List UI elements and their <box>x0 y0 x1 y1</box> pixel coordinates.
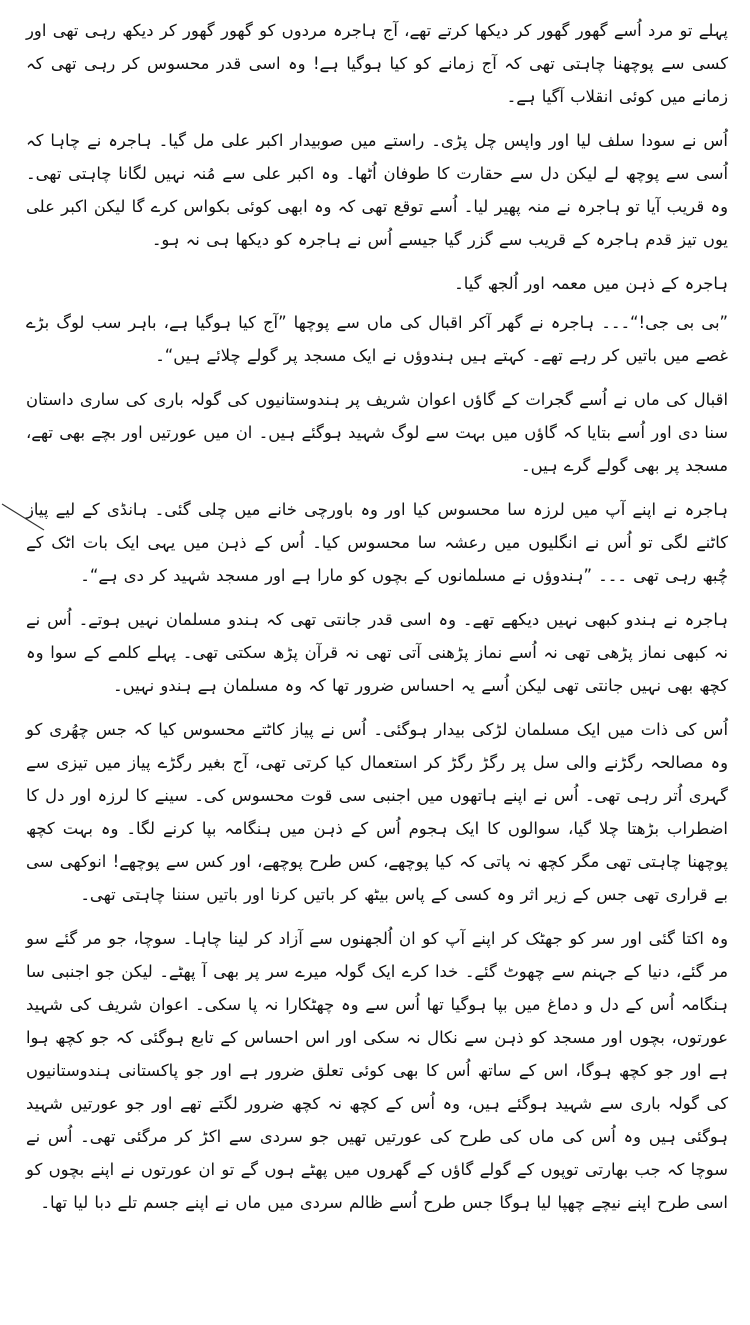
pen-stroke-mark <box>0 500 48 540</box>
paragraph-6: ہاجرہ نے اپنے آپ میں لرزہ سا محسوس کیا اور وہ باورچی خانے میں چلی گئی۔ ہانڈی کے لیے پیاز کاٹنے لگی تو اُس نے انگلیوں میں رعشہ سا محسوس کیا۔ اُس کے ذہن میں یہی ایک بات اٹک کے چُبھ رہی تھی ۔۔۔ ”ہندوؤں نے مسلمانوں کے بچوں کو مارا ہے اور مسجد شہید کر دی ہے“۔ <box>26 500 728 585</box>
paragraph-8: اُس کی ذات میں ایک مسلمان لڑکی بیدار ہوگئی۔ اُس نے پیاز کاٹتے محسوس کیا کہ جس چھُری کو وہ مصالحہ رگڑنے والی سل پر رگڑ رگڑ کر استعمال کیا کرتی تھی، آج بغیر رگڑے پیاز میں تیزی سے گہری اُتر رہی تھی۔ اُس نے اپنے ہاتھوں میں اجنبی سی قوت محسوس کی۔ سینے کا لرزہ اور دل کا اضطراب بڑھتا چلا گیا، سوالوں کا ایک ہجوم اُس کے ذہن میں ہنگامہ بپا کرنے لگا۔ وہ بہت کچھ پوچھنا چاہتی تھی مگر کچھ نہ پاتی کہ کیا پوچھے، کس طرح پوچھے، اور کس سے پوچھے! انوکھی سی بے قراری تھی جس کے زیر اثر وہ کسی کے پاس بیٹھ کر باتیں کرنا اور باتیں سننا چاہتی تھی۔ <box>26 720 728 904</box>
paragraph-5: اقبال کی ماں نے اُسے گجرات کے گاؤں اعوان شریف پر ہندوستانیوں کی گولہ باری کی ساری داستان سنا دی اور اُسے بتایا کہ گاؤں میں بہت سے لوگ شہید ہوگئے ہیں۔ ان میں عورتیں اور بچے بھی تھے، مسجد پر بھی گولے گرے ہیں۔ <box>26 390 728 475</box>
paragraph-9: وہ اکتا گئی اور سر کو جھٹک کر اپنے آپ کو ان اُلجھنوں سے آزاد کر لینا چاہا۔ سوچا، جو مر گئے سو مر گئے، دنیا کے جہنم سے چھوٹ گئے۔ خدا کرے ایک گولہ میرے سر پر بھی آ پھٹے۔ لیکن جو اجنبی سا ہنگامہ اُس کے دل و دماغ میں بپا ہوگیا تھا اُس سے وہ چھٹکارا نہ پا سکی۔ اعوان شریف کی شہید عورتوں، بچوں اور مسجد کو ذہن سے نکال نہ سکی اور اس احساس کے تابع ہوگئی کہ جو کچھ ہوا ہے اور جو کچھ ہوگا، اس کے ساتھ اُس کا بھی کوئی تعلق ضرور ہے اور جو پاکستانی ہندوستانیوں کی گولہ باری سے شہید ہوگئے ہیں، وہ اُس کے کچھ نہ کچھ ضرور لگتے تھے اور جو عورتیں شہید ہوگئی ہیں وہ اُس کی ماں کی طرح کی عورتیں تھیں جو سردی سے اکڑ کر مرگئی تھی۔ اُس نے سوچا کہ جب بھارتی توپوں کے گولے گاؤں کے گھروں میں پھٹے ہوں گے تو ان عورتوں نے اپنے بچوں کو اسی طرح اپنے نیچے چھپا لیا ہوگا جس طرح اُسے ظالم سردی میں ماں نے اپنے جسم تلے دبا لیا تھا۔ <box>26 929 728 1212</box>
paragraph-4: ”بی بی جی!“۔۔۔ ہاجرہ نے گھر آکر اقبال کی ماں سے پوچھا ”آج کیا ہوگیا ہے، باہر سب لوگ بڑے غصے میں باتیں کر رہے تھے۔ کہتے ہیں ہندوؤں نے ایک مسجد پر گولے چلائے ہیں“۔ <box>26 313 728 365</box>
paragraph-3: ہاجرہ کے ذہن میں معمہ اور اُلجھ گیا۔ <box>454 274 728 293</box>
paragraph-1: پہلے تو مرد اُسے گھور گھور کر دیکھا کرتے تھے، آج ہاجرہ مردوں کو گھور گھور کر دیکھ رہی تھی اور کسی سے پوچھنا چاہتی تھی کہ آج زمانے کو کیا ہوگیا ہے! وہ اسی قدر محسوس کر رہی تھی کہ زمانے میں کوئی انقلاب آگیا ہے۔ <box>26 21 728 106</box>
paragraph-2: اُس نے سودا سلف لیا اور واپس چل پڑی۔ راستے میں صوبیدار اکبر علی مل گیا۔ ہاجرہ نے چاہا کہ اُسی سے پوچھ لے لیکن دل سے حقارت کا طوفان اُٹھا۔ وہ اکبر علی سے مُنہ نہیں لگانا چاہتی تھی۔ وہ قریب آیا تو ہاجرہ نے منہ پھیر لیا۔ اُسے توقع تھی کہ وہ ابھی کوئی بکواس کرے گا لیکن اکبر علی یوں تیز قدم ہاجرہ کے قریب سے گزر گیا جیسے اُس نے ہاجرہ کو دیکھا ہی نہ ہو۔ <box>26 131 728 249</box>
paragraph-7: ہاجرہ نے ہندو کبھی نہیں دیکھے تھے۔ وہ اسی قدر جانتی تھی کہ ہندو مسلمان نہیں ہوتے۔ اُس نے نہ کبھی نماز پڑھی تھی نہ اُسے نماز پڑھنی آتی تھی نہ قرآن پڑھ سکتی تھی۔ پہلے کلمے کے سوا وہ کچھ بھی نہیں جانتی تھی لیکن اُسے یہ احساس ضرور تھا کہ وہ مسلمان ہے ہندو نہیں۔ <box>26 610 728 695</box>
